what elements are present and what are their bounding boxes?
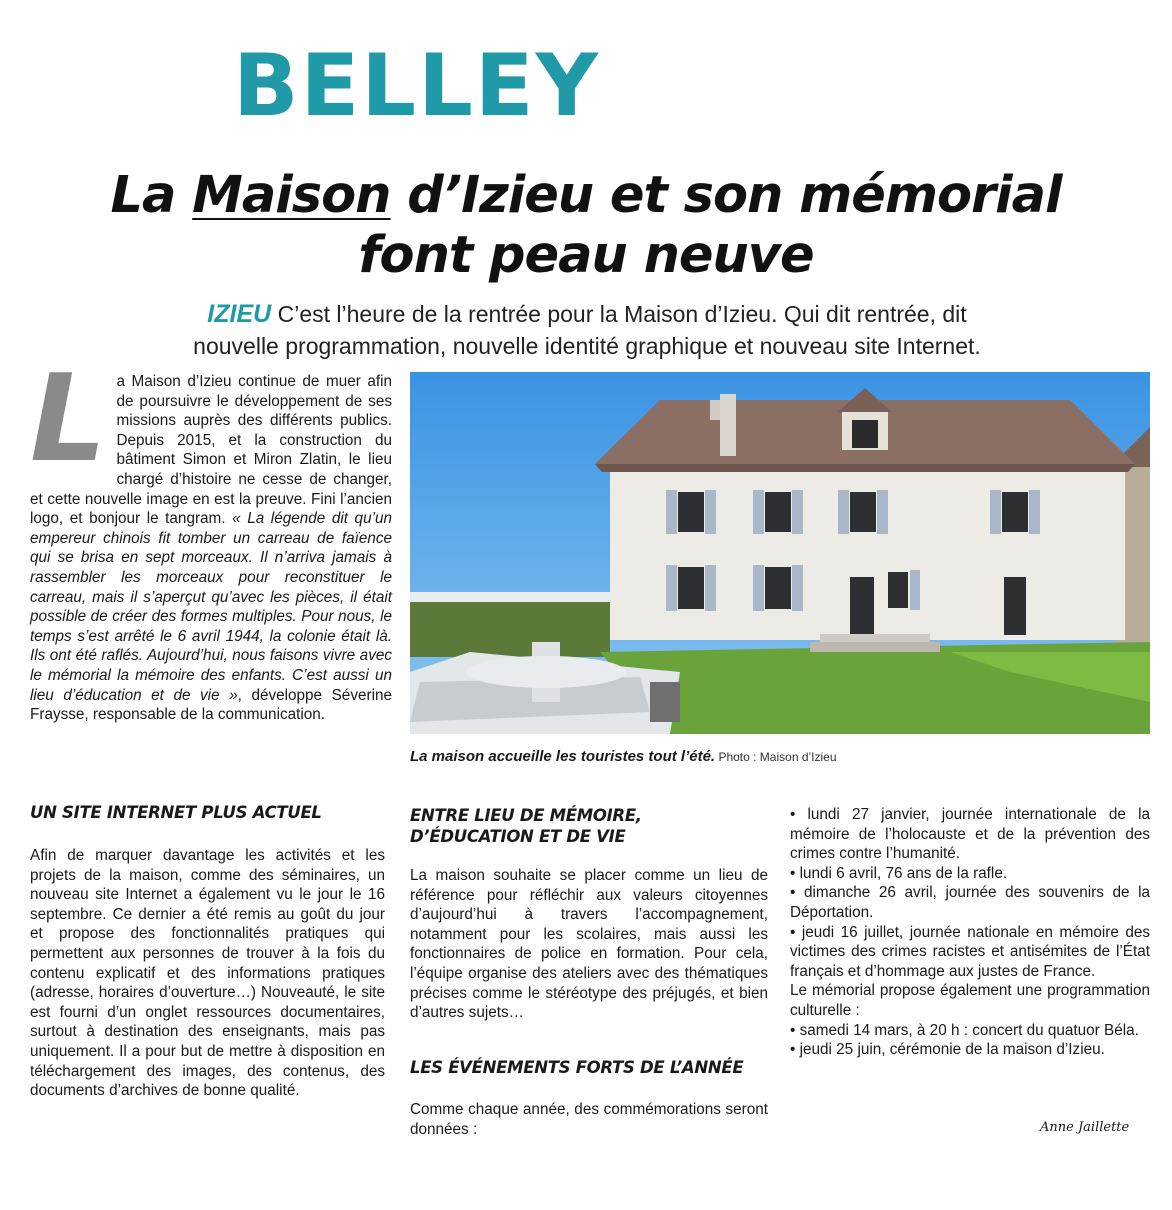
- intro-after: , développe Séverine Fraysse, responsable de la communication.: [30, 686, 392, 724]
- author-signature: Anne Jaillette: [1040, 1120, 1130, 1135]
- lieu-text: La maison souhaite se placer comme un lieu de référence pour réfléchir aux valeurs citoyennes d’aujourd’hui à travers l’accompagnement, notamment pour les scolaires, mais aussi les fonctionnaires de police en formation. Pour cela, l’équipe organise des ateliers avec des thématiques précises comme le stéréotype des préjugés, et bien d’autres sujets…: [410, 867, 768, 1022]
- headline-part2: d’Izieu et son mémorial: [390, 166, 1062, 225]
- intro-text: a Maison d’Izieu continue de muer afin de poursuivre le développement de ses missions auprès des différents publics. Depuis 2015, et la construction du bâtiment Simon et Miron Zlatin, le lieu chargé d’histoire ne cesse de changer, et cette nouvelle image en est la preuve. Fini l’ancien logo, et bonjour le tangram.: [30, 373, 392, 528]
- events-text: Comme chaque année, des commémorations seront données :: [410, 1101, 768, 1138]
- event-item: • lundi 6 avril, 76 ans de la rafle.: [790, 864, 1008, 882]
- lieu-column: [410, 866, 768, 1023]
- headline: [0, 166, 1172, 286]
- section-title: BELLEY: [233, 36, 600, 136]
- site-text: Afin de marquer davantage les activités et les projets de la maison, comme des séminaires, un nouveau site Internet a également vu le jour le 16 septembre. Ce dernier a été remis au goût du jour et propose des fonctionnalités pratiques qui permettent aux personnes de trouver à la fois du contenu explicatif et des informations pratiques (adresse, horaires d’ouverture…) Nouveauté, le site est fourni d’un onglet ressources documentaires, surtout à destination des enseignants, mais pas uniquement. Il a pour but de mettre à disposition en téléchargement des images, des contenus, des documents d’archives de bonne qualité.: [30, 847, 385, 1100]
- headline-part1: La: [110, 166, 193, 225]
- photo-caption: [410, 748, 837, 765]
- events-list-column: [790, 805, 1150, 1060]
- headline-underlined-word: Maison: [192, 166, 391, 225]
- lede: [122, 298, 1052, 362]
- house-photo-illustration: [410, 372, 1150, 734]
- heading-events: LES ÉVÉNEMENTS FORTS DE L’ANNÉE: [410, 1058, 744, 1077]
- site-column: [30, 846, 385, 1101]
- event-item: • samedi 14 mars, à 20 h : concert du quatuor Béla.: [790, 1021, 1139, 1039]
- intro-column: [30, 350, 392, 725]
- event-item: Le mémorial propose également une programmation culturelle :: [790, 982, 1150, 1019]
- photo-credit: Photo : Maison d’Izieu: [715, 750, 837, 764]
- house-photo: [410, 372, 1150, 734]
- event-item: • lundi 27 janvier, journée internationale de la mémoire de l’holocauste et de la prévention des crimes contre l’humanité.: [790, 806, 1150, 863]
- heading-lieu: [410, 805, 642, 847]
- heading-lieu-line2: D’ÉDUCATION ET DE VIE: [410, 827, 626, 846]
- heading-site: UN SITE INTERNET PLUS ACTUEL: [30, 803, 322, 822]
- intro-quote: « La légende dit qu’un empereur chinois fit tomber un carreau de faïence qui se brisa en sept morceaux. Il n’arriva jamais à rassembler les morceaux pour reconstituer le carreau, mais il s’aperçut qu’avec les pièces, il était possible de créer des formes multiples. Pour nous, le temps s’est arrêté le 6 avril 1944, la colonie était là. Ils ont été raflés. Aujourd’hui, nous faisons vivre avec le mémorial la mémoire des enfants. C’est aussi un lieu d’éducation et de vie »: [30, 510, 392, 704]
- lede-line1: C’est l’heure de la rentrée pour la Maison d’Izieu. Qui dit rentrée, dit: [271, 301, 967, 327]
- lede-location: IZIEU: [207, 300, 272, 328]
- event-item: • jeudi 16 juillet, journée nationale en mémoire des victimes des crimes racistes et antisémites de l’État français et d’hommage aux justes de France.: [790, 923, 1150, 980]
- headline-line2: font peau neuve: [358, 226, 814, 285]
- event-item: • jeudi 25 juin, cérémonie de la maison d’Izieu.: [790, 1041, 1105, 1059]
- drop-cap: L: [30, 350, 107, 489]
- caption-text: La maison accueille les touristes tout l’été.: [410, 748, 716, 765]
- lede-line2: nouvelle programmation, nouvelle identité graphique et nouveau site Internet.: [193, 333, 981, 359]
- heading-lieu-line1: ENTRE LIEU DE MÉMOIRE,: [410, 806, 642, 825]
- event-item: • dimanche 26 avril, journée des souvenirs de la Déportation.: [790, 884, 1150, 921]
- events-intro-column: [410, 1100, 768, 1139]
